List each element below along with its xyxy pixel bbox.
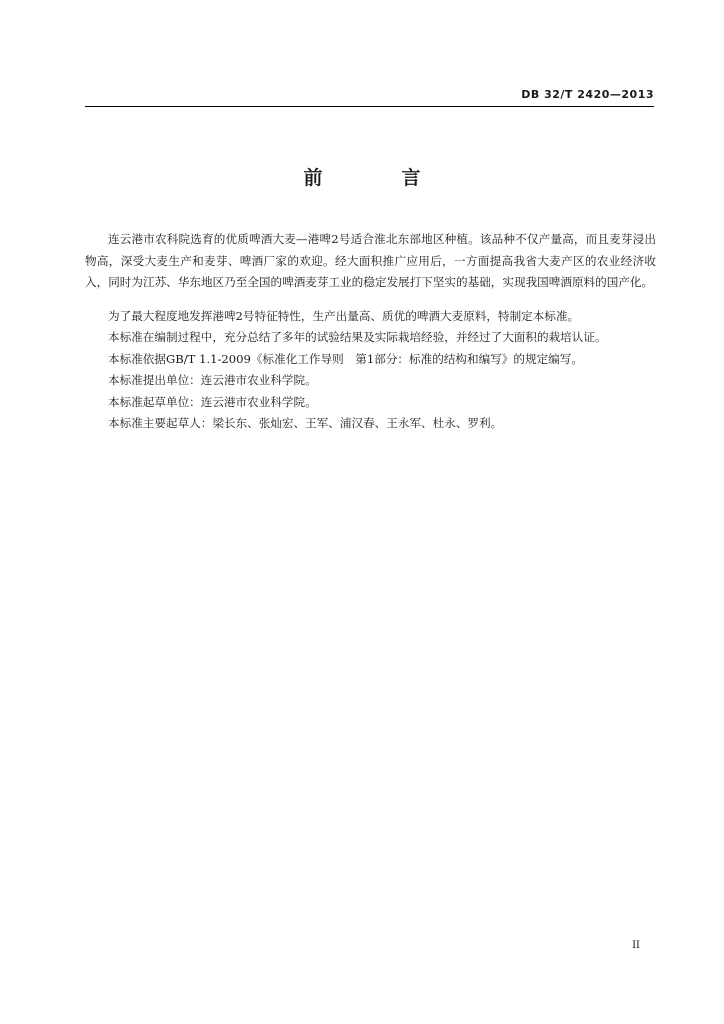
page-number: II [632, 940, 640, 951]
page-title: 前 言 [303, 167, 451, 189]
paragraph-intro: 连云港市农科院选育的优质啤酒大麦—港啤2号适合淮北东部地区种植。该品种不仅产量高，而且麦芽浸出物高，深受大麦生产和麦芽、啤酒厂家的欢迎。经大面积推广应用后，一方面提高我省大麦产区的农业经济收入，同时为江苏、华东地区乃至全国的啤酒麦芽工业的稳定发展打下坚实的基础，实现我国啤酒原料的国产化。 [85, 232, 656, 289]
foreword-body [85, 229, 656, 435]
paragraph-drafting-basis: 本标准在编制过程中，充分总结了多年的试验结果及实际栽培经验，并经过了大面积的栽培认证。 [108, 330, 607, 344]
paragraph-purpose: 为了最大程度地发挥港啤2号特征特性，生产出量高、质优的啤酒大麦原料，特制定本标准。 [108, 308, 580, 323]
paragraph-proposer: 本标准提出单位：连云港市农业科学院。 [108, 373, 317, 387]
paragraph-drafters: 本标准主要起草人：梁长东、张灿宏、王军、浦汉春、王永军、杜永、罗利。 [108, 416, 503, 430]
paragraph-drafting-unit: 本标准起草单位：连云港市农业科学院。 [108, 394, 317, 409]
standard-number: DB 32/T 2420—2013 [521, 88, 654, 101]
paragraph-format-reference: 本标准依据GB/T 1.1-2009《标准化工作导则 第1部分：标准的结构和编写》的规定编写。 [108, 351, 583, 366]
header-rule [85, 106, 654, 107]
